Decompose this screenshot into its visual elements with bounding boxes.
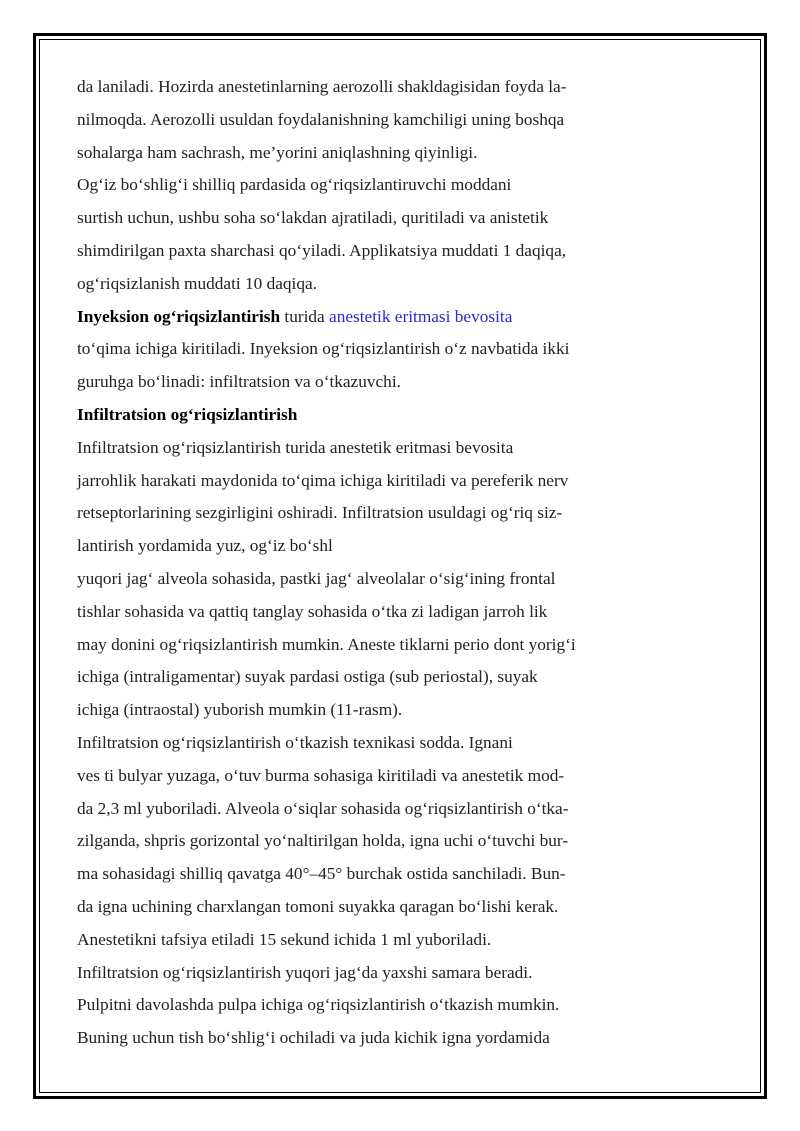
body-text: Buning uchun tish bo‘shlig‘i ochiladi va juda kichik igna yordamida — [77, 1028, 550, 1048]
text-line — [77, 661, 657, 694]
body-text: ichiga (intraligamentar) suyak pardasi ostiga (sub periostal), suyak — [77, 667, 538, 687]
body-text: zilganda, shpris gorizontal yo‘naltirilgan holda, igna uchi o‘tuvchi bur- — [77, 831, 569, 851]
text-line — [77, 858, 657, 891]
body-text: Anestetikni tafsiya etiladi 15 sekund ichida 1 ml yuboriladi. — [77, 929, 492, 949]
highlighted-text: anestetik eritmasi bevosita — [329, 306, 513, 326]
body-text: Infiltratsion og‘riqsizlantirish yuqori jag‘da yaxshi samara beradi. — [77, 962, 533, 982]
body-text: yuqori jag‘ alveola sohasida, pastki jag‘ alveolalar o‘sig‘ining frontal — [77, 568, 556, 588]
text-line — [77, 71, 657, 104]
text-line — [77, 235, 657, 268]
body-text: shimdirilgan paxta sharchasi qo‘yiladi. Applikatsiya muddati 1 daqiqa, — [77, 240, 567, 260]
document-body — [77, 71, 657, 1055]
text-line — [77, 957, 657, 990]
text-line — [77, 1022, 657, 1055]
body-text: to‘qima ichiga kiritiladi. Inyeksion og‘riqsizlantirish o‘z navbatida ikki — [77, 339, 570, 359]
text-line — [77, 694, 657, 727]
text-line — [77, 497, 657, 530]
body-text: og‘riqsizlanish muddati 10 daqiqa. — [77, 273, 317, 293]
body-text: turida — [280, 306, 330, 326]
text-line — [77, 366, 657, 399]
body-text: da laniladi. Hozirda anestetinlarning aerozolli shakldagisidan foyda la- — [77, 77, 567, 96]
body-text: ichiga (intraostal) yuborish mumkin (11-rasm). — [77, 700, 403, 720]
body-text: da igna uchining charxlangan tomoni suyakka qaragan bo‘lishi kerak. — [77, 896, 559, 916]
text-line — [77, 465, 657, 498]
text-line — [77, 760, 657, 793]
body-text: surtish uchun, ushbu soha so‘lakdan ajratiladi, quritiladi va anistetik — [77, 208, 549, 228]
body-text: ma sohasidagi shilliq qavatga 40°–45° burchak ostida sanchiladi. Bun- — [77, 864, 566, 884]
body-text: sohalarga ham sachrash, me’yorini aniqlashning qiyinligi. — [77, 142, 478, 162]
text-line — [77, 301, 657, 334]
text-line — [77, 596, 657, 629]
text-line — [77, 333, 657, 366]
text-line — [77, 727, 657, 760]
body-text: ves ti bulyar yuzaga, o‘tuv burma sohasiga kiritiladi va anestetik mod- — [77, 765, 565, 785]
body-text: Infiltratsion og‘riqsizlantirish turida anestetik eritmasi bevosita — [77, 437, 514, 457]
text-line — [77, 891, 657, 924]
text-line — [77, 825, 657, 858]
body-text: retseptorlarining sezgirligini oshiradi. Infiltratsion usuldagi og‘riq siz- — [77, 503, 563, 523]
text-line — [77, 169, 657, 202]
text-line — [77, 104, 657, 137]
text-line — [77, 563, 657, 596]
text-line — [77, 793, 657, 826]
body-text: guruhga bo‘linadi: infiltratsion va o‘tkazuvchi. — [77, 372, 401, 392]
body-text: Pulpitni davolashda pulpa ichiga og‘riqsizlantirish o‘tkazish mumkin. — [77, 995, 560, 1015]
body-text: lantirish yordamida yuz, og‘iz bo‘shl — [77, 536, 333, 556]
text-line — [77, 399, 657, 432]
bold-text: Inyeksion og‘riqsizlantirish — [77, 306, 281, 326]
text-line — [77, 530, 657, 563]
text-line — [77, 432, 657, 465]
text-line — [77, 268, 657, 301]
body-text: jarrohlik harakati maydonida to‘qima ichiga kiritiladi va pereferik nerv — [77, 470, 569, 490]
bold-text: Infiltratsion og‘riqsizlantirish — [77, 404, 298, 424]
body-text: Infiltratsion og‘riqsizlantirish o‘tkazish texnikasi sodda. Ignani — [77, 732, 513, 752]
text-line — [77, 202, 657, 235]
text-line — [77, 989, 657, 1022]
body-text: da 2,3 ml yuboriladi. Alveola o‘siqlar sohasida og‘riqsizlantirish o‘tka- — [77, 798, 569, 818]
text-line — [77, 137, 657, 170]
text-line — [77, 629, 657, 662]
body-text: nilmoqda. Aerozolli usuldan foydalanishning kamchiligi uning boshqa — [77, 109, 565, 129]
text-line — [77, 924, 657, 957]
body-text: may donini og‘riqsizlantirish mumkin. Aneste tiklarni perio dont yorig‘i — [77, 634, 576, 654]
body-text: tishlar sohasida va qattiq tanglay sohasida o‘tka zi ladigan jarroh lik — [77, 601, 548, 621]
body-text: Og‘iz bo‘shlig‘i shilliq pardasida og‘riqsizlantiruvchi moddani — [77, 175, 512, 195]
